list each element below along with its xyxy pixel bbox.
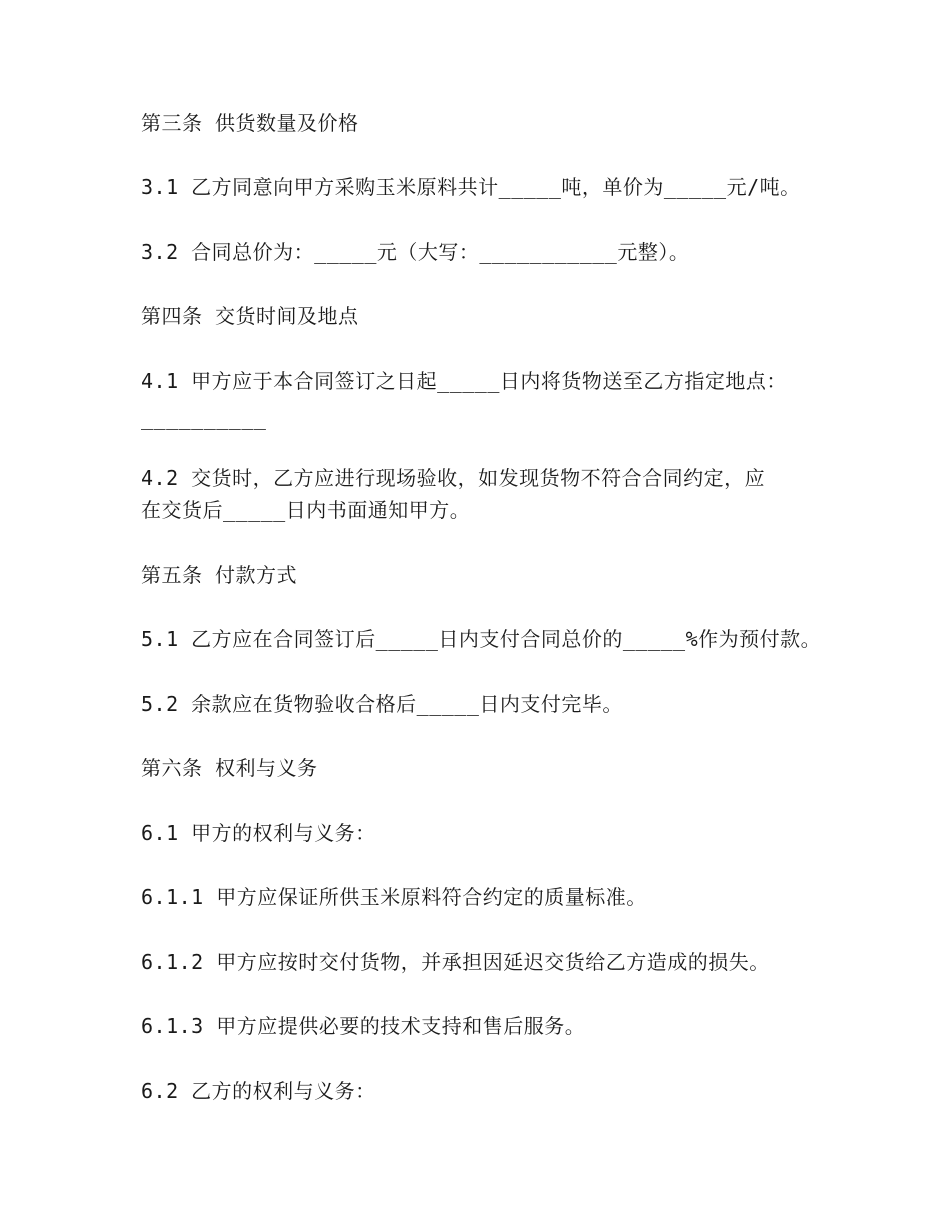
article-3-heading: 第三条 供货数量及价格	[141, 111, 359, 135]
clause-5-2: 5.2 余款应在货物验收合格后_____日内支付完毕。	[141, 692, 623, 716]
clause-5-1: 5.1 乙方应在合同签订后_____日内支付合同总价的_____%作为预付款。	[141, 627, 822, 651]
clause-6-1: 6.1 甲方的权利与义务：	[141, 821, 376, 845]
clause-6-1-3: 6.1.3 甲方应提供必要的技术支持和售后服务。	[141, 1014, 586, 1038]
clause-6-2: 6.2 乙方的权利与义务：	[141, 1079, 376, 1103]
clause-4-2-line-2: 在交货后_____日内书面通知甲方。	[141, 498, 471, 522]
clause-4-2-line-1: 4.2 交货时，乙方应进行现场验收，如发现货物不符合合同约定，应	[141, 466, 766, 490]
clause-3-2: 3.2 合同总价为：_____元（大写：___________元整）。	[141, 240, 690, 264]
article-6-heading: 第六条 权利与义务	[141, 756, 318, 780]
article-4-heading: 第四条 交货时间及地点	[141, 304, 359, 328]
clause-6-1-2: 6.1.2 甲方应按时交付货物，并承担因延迟交货给乙方造成的损失。	[141, 950, 770, 974]
clause-4-1-blank: __________	[141, 406, 267, 430]
clause-4-1: 4.1 甲方应于本合同签订之日起_____日内将货物送至乙方指定地点：	[141, 369, 787, 393]
article-5-heading: 第五条 付款方式	[141, 563, 298, 587]
clause-6-1-1: 6.1.1 甲方应保证所供玉米原料符合约定的质量标准。	[141, 885, 647, 909]
clause-3-1: 3.1 乙方同意向甲方采购玉米原料共计_____吨，单价为_____元/吨。	[141, 175, 801, 199]
